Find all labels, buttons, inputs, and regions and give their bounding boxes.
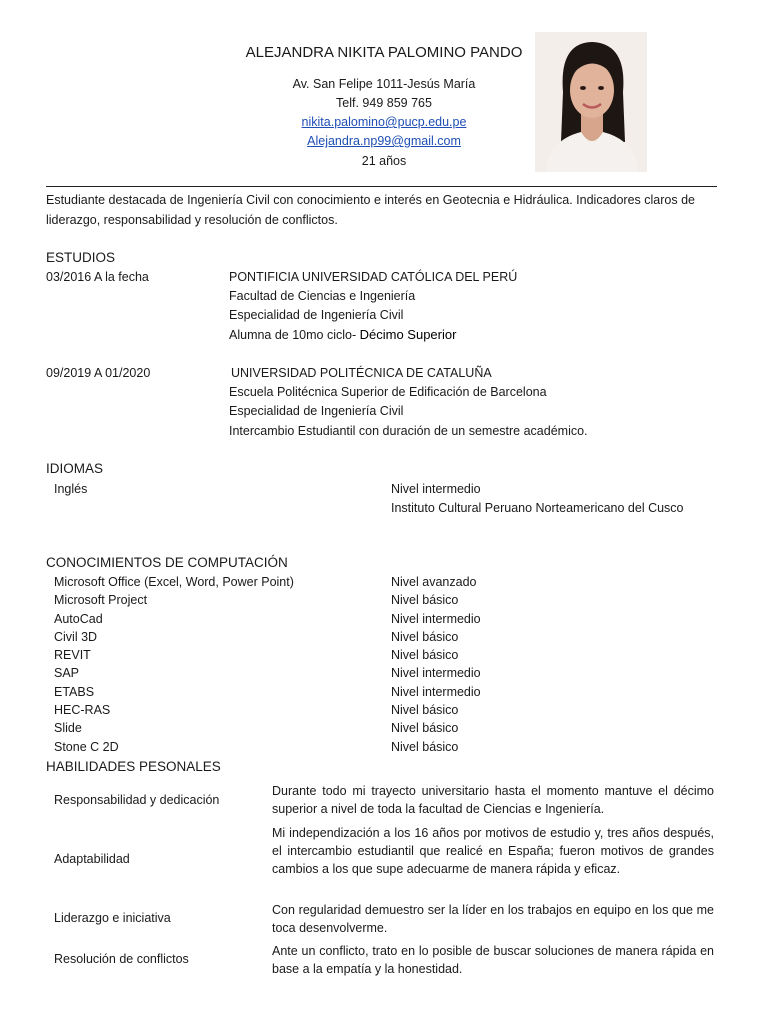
study-date: 09/2019 A 01/2020: [46, 366, 151, 380]
candidate-name: ALEJANDRA NIKITA PALOMINO PANDO: [245, 44, 523, 61]
study-line: [229, 327, 456, 342]
software-level: Nivel básico: [391, 648, 459, 663]
phone: Telf. 949 859 765: [336, 96, 432, 110]
software-level: Nivel básico: [391, 629, 459, 644]
skill-description: Durante todo mi trayecto universitario hasta el momento mantuve el décimo superior a nivel de toda la facultad de Ciencias e Ingeniería.: [272, 784, 714, 816]
language-institute: Instituto Cultural Peruano Norteamericano del Cusco: [391, 501, 684, 515]
summary: Estudiante destacada de Ingeniería Civil con conocimiento e interés en Geotecnia e Hidráulica. Indicadores claros de liderazgo, responsabilidad y resolución de conflictos.: [46, 193, 695, 227]
software-name: HEC-RAS: [54, 703, 111, 718]
skill-name: Responsabilidad y dedicación: [54, 793, 220, 807]
skill-description: Ante un conflicto, trato en lo posible de buscar soluciones de manera rápida en base a la empatía y la honestidad.: [272, 944, 714, 976]
study-line: Escuela Politécnica Superior de Edificación de Barcelona: [229, 385, 547, 399]
study-line: UNIVERSIDAD POLITÉCNICA DE CATALUÑA: [231, 366, 492, 380]
age: 21 años: [361, 154, 407, 168]
skill-name: Resolución de conflictos: [54, 952, 189, 966]
study-line: Especialidad de Ingeniería Civil: [229, 404, 404, 418]
section-title-habilidades: HABILIDADES PESONALES: [46, 759, 221, 774]
software-level: Nivel básico: [391, 739, 459, 754]
skill-name: Liderazgo e iniciativa: [54, 911, 171, 925]
software-name: Slide: [54, 721, 82, 736]
study-cycle: Alumna de 10mo ciclo-: [229, 328, 360, 342]
software-list: [54, 575, 294, 758]
skill-description: Mi independización a los 16 años por motivos de estudio y, tres años después, el intercambio estudiantil que realicé en España; fueron motivos de grandes cambios a los que supe adecuarme de manera rápida y eficaz.: [272, 826, 714, 876]
honor-distinction: Décimo Superior: [359, 327, 457, 342]
software-name: ETABS: [54, 684, 95, 699]
software-name: Stone C 2D: [54, 739, 119, 754]
software-level: Nivel intermedio: [391, 666, 481, 681]
study-line: Facultad de Ciencias e Ingeniería: [229, 289, 416, 303]
software-level: Nivel básico: [391, 721, 459, 736]
header-divider: [46, 186, 717, 187]
skill-description: Con regularidad demuestro ser la líder en los trabajos en equipo en los que me toca desenvolverme.: [272, 903, 714, 935]
skill-name: Adaptabilidad: [54, 852, 130, 866]
address: Av. San Felipe 1011-Jesús María: [292, 77, 476, 91]
software-levels: [391, 575, 481, 758]
software-level: Nivel intermedio: [391, 684, 481, 699]
study-line: PONTIFICIA UNIVERSIDAD CATÓLICA DEL PERÚ: [229, 270, 518, 284]
language-level: Nivel intermedio: [391, 482, 481, 496]
study-line: Especialidad de Ingeniería Civil: [229, 308, 404, 322]
email-link-pucp[interactable]: nikita.palomino@pucp.edu.pe: [301, 115, 467, 129]
software-name: REVIT: [54, 648, 91, 663]
software-level: Nivel básico: [391, 593, 459, 608]
profile-photo: [535, 32, 647, 172]
software-name: AutoCad: [54, 611, 103, 626]
study-date: 03/2016 A la fecha: [46, 270, 149, 284]
section-title-estudios: ESTUDIOS: [46, 250, 116, 265]
software-name: SAP: [54, 666, 80, 681]
software-level: Nivel avanzado: [391, 575, 477, 589]
software-level: Nivel intermedio: [391, 611, 481, 626]
software-name: Microsoft Office (Excel, Word, Power Point): [54, 575, 294, 589]
software-name: Civil 3D: [54, 629, 98, 644]
section-title-computacion: CONOCIMIENTOS DE COMPUTACIÓN: [46, 555, 288, 570]
section-title-idiomas: IDIOMAS: [46, 461, 104, 476]
software-level: Nivel básico: [391, 703, 459, 718]
email-link-gmail[interactable]: Alejandra.np99@gmail.com: [307, 134, 461, 148]
language-name: Inglés: [54, 482, 88, 496]
software-name: Microsoft Project: [54, 593, 148, 608]
study-line: Intercambio Estudiantil con duración de un semestre académico.: [229, 424, 588, 438]
